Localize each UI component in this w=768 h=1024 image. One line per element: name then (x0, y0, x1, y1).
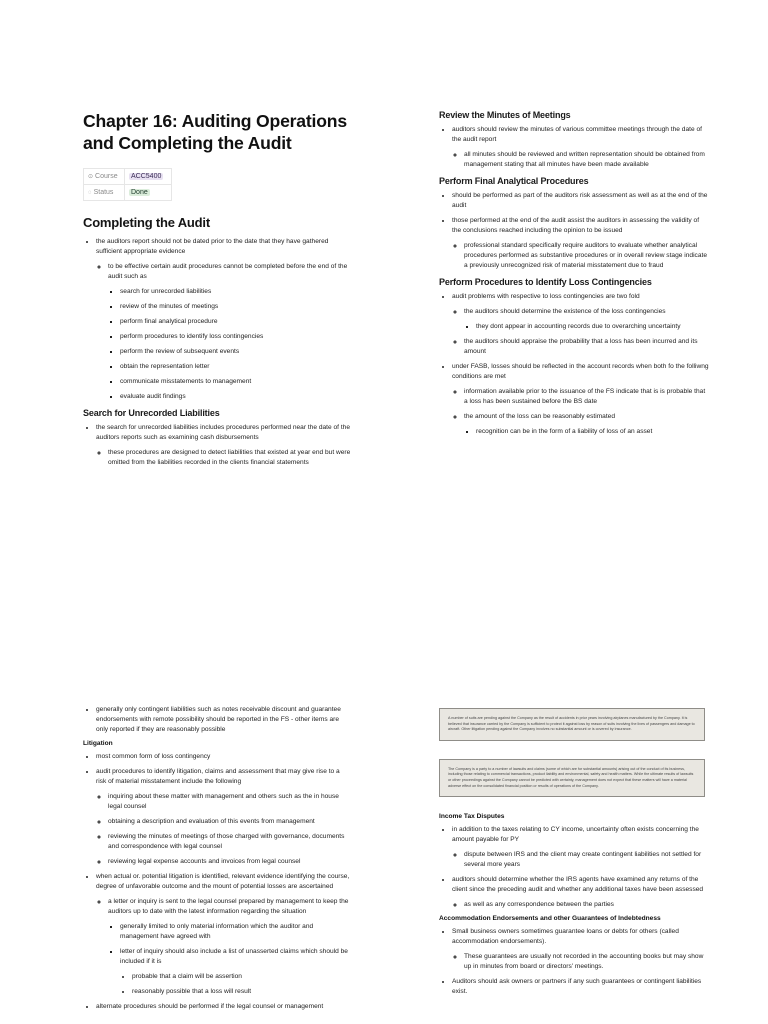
list-item: ▪ obtain the representation letter (120, 362, 351, 372)
list-item: • under FASB, losses should be reflected in the account records when both fo the folliwng conditions are met ◦ information available prior to the issuance of the FS indicate that is is probable that a loss has been sustained before the BS date ◦ the amount of the loss can be reasonably estimated ▪ recognition can be in the form of a liability of loss of an asset (452, 362, 709, 437)
list-item-cut-off: • alternate procedures should be performed if the legal counsel or management (96, 1002, 351, 1012)
list-item: • auditors should review the minutes of various committee meetings through the date of the audit report ◦ all minutes should be reviewed and written representation should be obtained from management stating that all minutes have been made available (452, 125, 709, 170)
list-item: • in addition to the taxes relating to CY income, uncertainty often exists concerning the amount payable for PY ◦ dispute between IRS and the client may create contingent liabilities not settled for several more years (452, 825, 705, 870)
list-item: • when actual or. potential litigation is identified, relevant evidence identifying the course, degree of unfavorable outcome and the mount of potential losses are ascertained ◦ a letter or inquiry is sent to the legal counsel prepared by management to keep the auditors up to date with the latest information regarding the situation ▪ generally limited to only material information which the auditor and management have agreed with ▪ letter of inquiry should also include a list of unasserted claims which should be included if it is • probable that a claim will be assertion • reasonably possible that a loss will result (96, 872, 351, 997)
list-item: ◦ dispute between IRS and the client may create contingent liabilities not settled for several more years (464, 850, 705, 870)
bullet-list (439, 825, 705, 910)
status-tag[interactable]: Done (131, 189, 148, 196)
list-item: • Small business owners sometimes guarantee loans or debts for others (called accommodation endorsements). ◦ These guarantees are usually not recorded in the accounting books but may show up in minutes from board or directors' meetings. (452, 927, 705, 972)
subsection-heading-analytical: Perform Final Analytical Procedures (439, 176, 589, 186)
list-item: • those performed at the end of the audit assist the auditors in assessing the validity of the conclusions reached including the opinion to be issued ◦ professional standard specifically require auditors to evaluate whether analytical procedures performed as substantive procedures or in overall review stage indicate a previously unrecognized risk of material misstatement due to fraud (452, 216, 709, 271)
callout-box-airplane-suits: A number of suits are pending against the Company as the result of accidents in prior years involving airplanes manufactured by the Company. It is believed that insurance carried by the Company is sufficient to protect it against loss by reason of suits involving the lives of passengers and damage to aircraft. Other litigation pending against the Company involves no substantial amount or is covered by insurance. (439, 708, 705, 741)
list-item: • audit procedures to identify litigation, claims and assessment that may give rise to a risk of material misstatement include the following ◦ inquiring about these matter with management and others such as the in house legal counsel ◦ obtaining a description and evaluation of this events from management ◦ reviewing the minutes of meetings of those charged with governance, documents and correspondence with legal counsel ◦ reviewing legal expense accounts and invoices from legal counsel (96, 767, 351, 867)
status-property-icon: ◌ (88, 190, 92, 196)
course-tag[interactable]: ACC5400 (131, 173, 162, 180)
list-item: ◦ the auditors should appraise the probability that a loss has been incurred and its amount (464, 337, 709, 357)
subsection-heading-loss-contingencies: Perform Procedures to Identify Loss Contingencies (439, 277, 652, 287)
bullet-list (439, 125, 709, 170)
list-item: ◦ the auditors should determine the existence of the loss contingencies ▪ they dont appear in accounting records due to overarching uncertainty (464, 307, 709, 332)
list-item: ▪ search for unrecorded liabilities (120, 287, 351, 297)
bullet-list (83, 237, 351, 402)
list-item: ◦ reviewing the minutes of meetings of those charged with governance, documents and correspondence with legal counsel (108, 832, 351, 852)
property-label: Status (93, 189, 114, 196)
list-item: • the auditors report should not be dated prior to the date that they have gathered sufficient appropriate evidence ◦ to be effective certain audit procedures cannot be completed before the end of the audit such as ▪ search for unrecorded liabilities ▪ review of the minutes of meetings ▪ perform final analytical procedure ▪ perform procedures to identify loss contingencies ▪ perform the review of subsequent events ▪ obtain the representation letter ▪ communicate misstatements to management ▪ evaluate audit findings (96, 237, 351, 402)
list-item: • auditors should determine whether the IRS agents have examined any returns of the client since the preceding audit and whether any additional taxes have been assessed ◦ as well as any correspondence between the parties (452, 875, 705, 910)
bullet-list (439, 292, 709, 437)
list-item: ▪ review of the minutes of meetings (120, 302, 351, 312)
bullet-list (439, 191, 709, 271)
list-item: • reasonably possible that a loss will result (132, 987, 351, 997)
subsection-heading-unrecorded-liabilities: Search for Unrecorded Liabilities (83, 408, 220, 418)
course-property-value[interactable] (125, 169, 172, 185)
status-property-value[interactable] (125, 185, 172, 201)
callout-box-lawsuits: The Company is a party to a number of lawsuits and claims (some of which are for substantial amounts) arising out of the conduct of its business, including those relating to commercial transactions, product liability and environmental, safety and health matters. While the ultimate results of lawsuits or other proceedings against the Company cannot be predicted with certainty, management does not expect that these matters will have a material adverse effect on the consolidated financial position or results of operations of the Company. (439, 759, 705, 797)
right-top-column (439, 110, 709, 442)
course-property-icon: ⊙ (88, 174, 94, 180)
list-item: ▪ communicate misstatements to management (120, 377, 351, 387)
property-row-course (84, 169, 172, 185)
audit-steps-list (108, 287, 351, 402)
list-item: ◦ all minutes should be reviewed and written representation should be obtained from management stating that all minutes have been made available (464, 150, 709, 170)
list-item: ◦ These guarantees are usually not recorded in the accounting books but may show up in minutes from board or directors' meetings. (464, 952, 705, 972)
right-bottom-column (439, 708, 705, 1002)
list-item: ▪ letter of inquiry should also include a list of unasserted claims which should be included if it is • probable that a claim will be assertion • reasonably possible that a loss will result (120, 947, 351, 997)
page-properties (83, 168, 172, 201)
bullet-list (83, 705, 351, 735)
list-item: • the search for unrecorded liabilities includes procedures performed near the date of the auditors reports such as examining cash disbursements ◦ these procedures are designed to detect liabilities that existed at year end but were omitted from the liabilities recorded in the clients financial statements (96, 423, 351, 468)
list-item: ▪ evaluate audit findings (120, 392, 351, 402)
list-item: ▪ recognition can be in the form of a liability of loss of an asset (476, 427, 709, 437)
list-item: ▪ they dont appear in accounting records due to overarching uncertainty (476, 322, 709, 332)
bullet-list (83, 423, 351, 468)
subsection-heading-income-tax: Income Tax Disputes (439, 813, 505, 821)
list-item: • probable that a claim will be assertion (132, 972, 351, 982)
property-row-status (84, 185, 172, 201)
bullet-list (439, 927, 705, 997)
list-item: • Auditors should ask owners or partners if any such guarantees or contingent liabilities exist. (452, 977, 705, 997)
list-item: ◦ professional standard specifically require auditors to evaluate whether analytical procedures performed as substantive procedures or in overall review stage indicate a previously unrecognized risk of material misstatement due to fraud (464, 241, 709, 271)
list-item: • most common form of loss contingency (96, 752, 351, 762)
bullet-list (83, 752, 351, 1012)
list-item: ◦ the amount of the loss can be reasonably estimated ▪ recognition can be in the form of a liability of loss of an asset (464, 412, 709, 437)
left-bottom-column (83, 705, 351, 1017)
list-item: ◦ to be effective certain audit procedures cannot be completed before the end of the audit such as ▪ search for unrecorded liabilities ▪ review of the minutes of meetings ▪ perform final analytical procedure ▪ perform procedures to identify loss contingencies ▪ perform the review of subsequent events ▪ obtain the representation letter ▪ communicate misstatements to management ▪ evaluate audit findings (108, 262, 351, 402)
left-top-column (83, 110, 351, 473)
list-item: ◦ as well as any correspondence between the parties (464, 900, 705, 910)
list-item: • audit problems with respective to loss contingencies are two fold ◦ the auditors should determine the existence of the loss contingencies ▪ they dont appear in accounting records due to overarching uncertainty ◦ the auditors should appraise the probability that a loss has been incurred and its amount (452, 292, 709, 357)
section-heading-completing-the-audit: Completing the Audit (83, 215, 210, 230)
list-item: ▪ perform the review of subsequent events (120, 347, 351, 357)
subsection-heading-accommodation: Accommodation Endorsements and other Guarantees of Indebtedness (439, 915, 661, 923)
list-item: ◦ obtaining a description and evaluation of this events from management (108, 817, 351, 827)
property-label: Course (95, 173, 118, 180)
list-item: ◦ reviewing legal expense accounts and invoices from legal counsel (108, 857, 351, 867)
list-item: ◦ inquiring about these matter with management and others such as the in house legal counsel (108, 792, 351, 812)
list-item: • generally only contingent liabilities such as notes receivable discount and guarantee endorsements with remote possibility should be reported in the FS - other items are only reported if they are reasonably possible (96, 705, 351, 735)
list-item: ▪ generally limited to only material information which the auditor and management have agreed with (120, 922, 351, 942)
list-item: ▪ perform final analytical procedure (120, 317, 351, 327)
page-title: Chapter 16: Auditing Operations and Completing the Audit (83, 111, 347, 153)
list-item: ◦ these procedures are designed to detect liabilities that existed at year end but were omitted from the liabilities recorded in the clients financial statements (108, 448, 351, 468)
list-item: ◦ a letter or inquiry is sent to the legal counsel prepared by management to keep the auditors up to date with the latest information regarding the situation ▪ generally limited to only material information which the auditor and management have agreed with ▪ letter of inquiry should also include a list of unasserted claims which should be included if it is • probable that a claim will be assertion • reasonably possible that a loss will result (108, 897, 351, 997)
list-item: ▪ perform procedures to identify loss contingencies (120, 332, 351, 342)
subsection-heading-minutes: Review the Minutes of Meetings (439, 110, 571, 120)
list-item: ◦ information available prior to the issuance of the FS indicate that is is probable that a loss has been sustained before the BS date (464, 387, 709, 407)
list-item: • should be performed as part of the auditors risk assessment as well as at the end of the audit (452, 191, 709, 211)
subsection-heading-litigation: Litigation (83, 740, 113, 747)
